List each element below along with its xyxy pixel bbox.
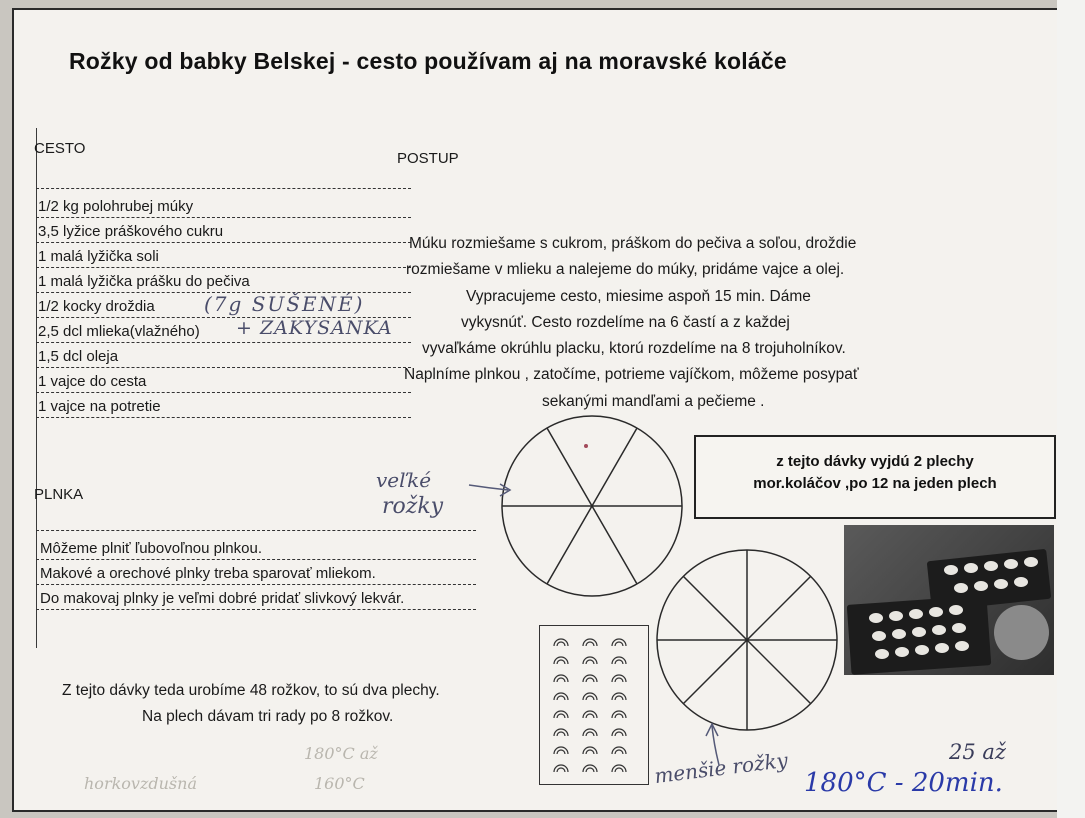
ingredient-item: 1 malá lyžička prášku do pečiva xyxy=(36,271,411,293)
ingredient-item: 1 malá lyžička soli xyxy=(36,246,411,268)
faint-note: 160°C xyxy=(314,774,365,793)
handwritten-yeast-note: (7g SUŠENÉ) xyxy=(204,292,365,316)
faint-note: 180°C až xyxy=(304,744,378,763)
handwritten-big-rolls-line2: rožky xyxy=(382,494,444,519)
filling-item: Makové a orechové plnky treba sparovať mliekom. xyxy=(36,563,476,585)
procedure-line: vyvaľkáme okrúhlu placku, ktorú rozdelíme na 8 trojuholníkov. xyxy=(422,340,846,357)
procedure-line: Vypracujeme cesto, miesime aspoň 15 min. Dáme xyxy=(466,288,811,305)
oven-note-upper: 25 až xyxy=(949,740,1006,764)
section-postup: POSTUP xyxy=(397,150,459,167)
procedure-line: sekanými mandľami a pečieme . xyxy=(542,393,765,410)
procedure-line: Naplníme plnkou , zatočíme, potrieme vajíčkom, môžeme posypať xyxy=(404,366,859,383)
recipe-title: Rožky od babky Belskej - cesto používam aj na moravské koláče xyxy=(69,48,787,74)
section-cesto: CESTO xyxy=(34,140,86,157)
procedure-line: vykysnúť. Cesto rozdelíme na 6 častí a z každej xyxy=(461,314,790,331)
handwritten-big-rolls-line1: veľké xyxy=(376,468,432,492)
faint-note: horkovzdušná xyxy=(84,774,197,793)
ingredient-item: 1/2 kocky droždia xyxy=(36,296,411,318)
oven-temperature-time: 180°C - 20min. xyxy=(804,768,1003,798)
procedure-line: rozmiešame v mlieku a nalejeme do múky, pridáme vajce a olej. xyxy=(406,261,845,278)
ingredient-item: 1 vajce do cesta xyxy=(36,371,411,393)
batch-info-line: mor.koláčov ,po 12 na jeden plech xyxy=(753,475,997,492)
recipe-sheet xyxy=(12,8,1066,812)
baked-kolache-photo xyxy=(844,525,1054,675)
handwritten-sour-cream-note: + ZAKYSANKA xyxy=(236,317,393,339)
ingredient-item: 3,5 lyžice práškového cukru xyxy=(36,221,411,243)
big-circle-6-parts xyxy=(502,416,682,596)
ingredient-item: 2,5 dcl mlieka(vlažného) xyxy=(36,321,411,343)
ingredient-item: 1 vajce na potretie xyxy=(36,396,411,418)
section-plnka: PLNKA xyxy=(34,486,84,503)
ingredient-item: 1/2 kg polohrubej múky xyxy=(36,196,411,218)
baking-tray-diagram xyxy=(539,625,649,785)
filling-item: Do makovaj plnky je veľmi dobré pridať slivkový lekvár. xyxy=(36,588,476,610)
small-circle-8-parts xyxy=(657,550,837,730)
filling-item: Môžeme plniť ľubovoľnou plnkou. xyxy=(36,538,476,560)
batch-info-line: z tejto dávky vyjdú 2 plechy xyxy=(776,453,974,470)
procedure-line: Múku rozmiešame s cukrom, práškom do pečiva a soľou, droždie xyxy=(409,235,857,252)
crescent-rolls-grid xyxy=(540,626,647,783)
page-edge xyxy=(1057,0,1085,818)
summary-line: Z tejto dávky teda urobíme 48 rožkov, to sú dva plechy. xyxy=(62,682,440,699)
ink-dot xyxy=(584,444,588,448)
handwritten-small-rolls: menšie rožky xyxy=(653,747,790,789)
arrow-to-big-circle xyxy=(469,484,510,496)
ingredient-item: 1,5 dcl oleja xyxy=(36,346,411,368)
summary-line: Na plech dávam tri rady po 8 rožkov. xyxy=(142,708,394,725)
